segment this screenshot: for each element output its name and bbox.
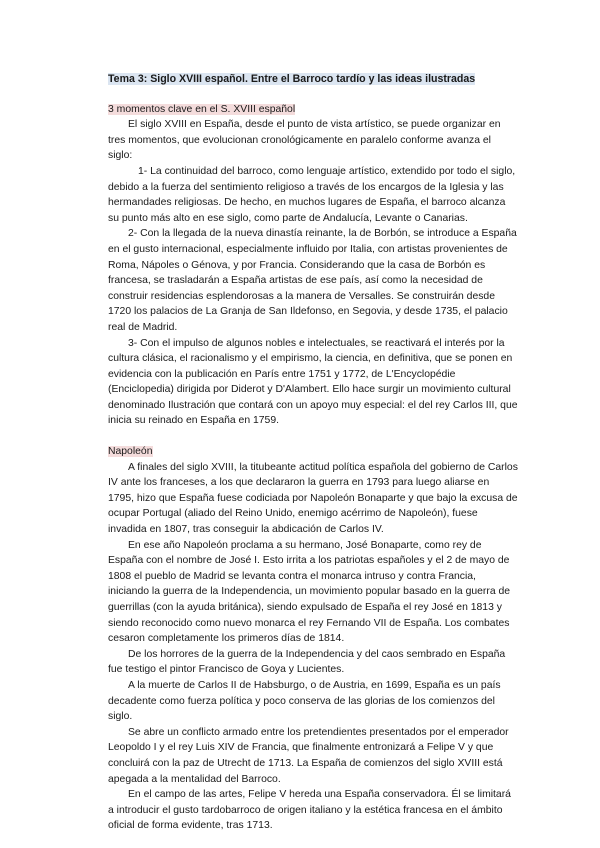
section-spacer xyxy=(108,429,518,444)
section-heading-napoleon-text: Napoleón xyxy=(108,446,153,458)
document-title xyxy=(108,72,518,88)
paragraph-item-1: 1- La continuidad del barroco, como lenguaje artístico, extendido por todo el siglo, debido a la fuerza del sentimiento religioso a través de los encargos de la Iglesia y las hermandades religiosas. De hecho, en muchos lugares de España, el barroco alcanza su punto más alto en ese siglo, como parte de Andalucía, Levante o Canarias. xyxy=(108,165,516,224)
paragraph: A la muerte de Carlos II de Habsburgo, o de Austria, en 1699, España es un país decadente como fuerza política y poco conserva de las glorias de los comienzos del siglo. xyxy=(108,679,501,723)
section-heading-momentos xyxy=(108,102,518,118)
section-heading-momentos-text: 3 momentos clave en el S. XVIII español xyxy=(108,103,296,115)
section-heading-napoleon xyxy=(108,444,518,460)
paragraph: El siglo XVIII en España, desde el punto de vista artístico, se puede organizar en tres momentos, que evolucionan cronológicamente en paralelo conforme avanza el siglo: xyxy=(108,119,501,162)
paragraph-item-2: 2- Con la llegada de la nueva dinastía reinante, la de Borbón, se introduce a España en el gusto internacional, especialmente influido por Italia, con artistas provenientes de Roma, Nápoles o Génova, y por Francia. Considerando que la casa de Borbón es francesa, se trasladarán a España artistas de ese país, así como la necesidad de construir residencias esplendorosas a la manera de Versalles. Se construirán desde 1720 los palacios de La Granja de San Ildefonso, en Segovia, y desde 1735, el palacio real de Madrid. xyxy=(108,228,517,333)
document-body xyxy=(108,72,518,834)
paragraph: En el campo de las artes, Felipe V hereda una España conservadora. Él se limitará a introducir el gusto tardobarroco de origen italiano y la estética francesa en el ámbito oficial de forma evidente, tras 1713. xyxy=(108,789,511,832)
paragraph: En ese año Napoleón proclama a su hermano, José Bonaparte, como rey de España con el nombre de José I. Esto irrita a los patriotas españoles y el 2 de mayo de 1808 el pueblo de Madrid se levanta contra el monarca intruso y contra Francia, iniciando la guerra de la Independencia, un movimiento popular basado en la guerra de guerrillas (con la ayuda británica), siendo expulsado de España el rey José en 1813 y siendo reconocido como nuevo monarca el rey Fernando VII de España. Los combates cesaron completamente los primeros días de 1814. xyxy=(108,539,511,645)
paragraph: A finales del siglo XVIII, la titubeante actitud política española del gobierno de Carlos IV ante los franceses, a los que declararon la guerra en 1793 para luego aliarse en 1795, hizo que España fuese codiciada por Napoleón Bonaparte y que bajo la excusa de ocupar Portugal (aliado del Reino Unido, enemigo acérrimo de Napoleón), fuese invadida en 1807, tras conseguir la abdicación de Carlos IV. xyxy=(108,461,518,536)
paragraph: De los horrores de la guerra de la Independencia y del caos sembrado en España fue testigo el pintor Francisco de Goya y Lucientes. xyxy=(108,648,506,676)
document-title-text: Tema 3: Siglo XVIII español. Entre el Barroco tardío y las ideas ilustradas xyxy=(108,73,476,85)
paragraph: Se abre un conflicto armado entre los pretendientes presentados por el emperador Leopoldo I y el rey Luis XIV de Francia, que finalmente entronizará a Felipe V y que concluirá con la paz de Utrecht de 1713. La España de comienzos del siglo XVIII está apegada a la mentalidad del Barroco. xyxy=(108,726,509,785)
paragraph-item-3: 3- Con el impulso de algunos nobles e intelectuales, se reactivará el interés por la cultura clásica, el racionalismo y el empirismo, la ciencia, en definitiva, que se ponen en evidencia con la publicación en París entre 1751 y 1772, de L'Encyclopédie (Enciclopedia) dirigida por Diderot y D'Alambert. Ello hace surgir un movimiento cultural denominado Ilustración que contará con un apoyo muy especial: el del rey Carlos III, que inicia su reinado en España en 1759. xyxy=(108,337,518,427)
